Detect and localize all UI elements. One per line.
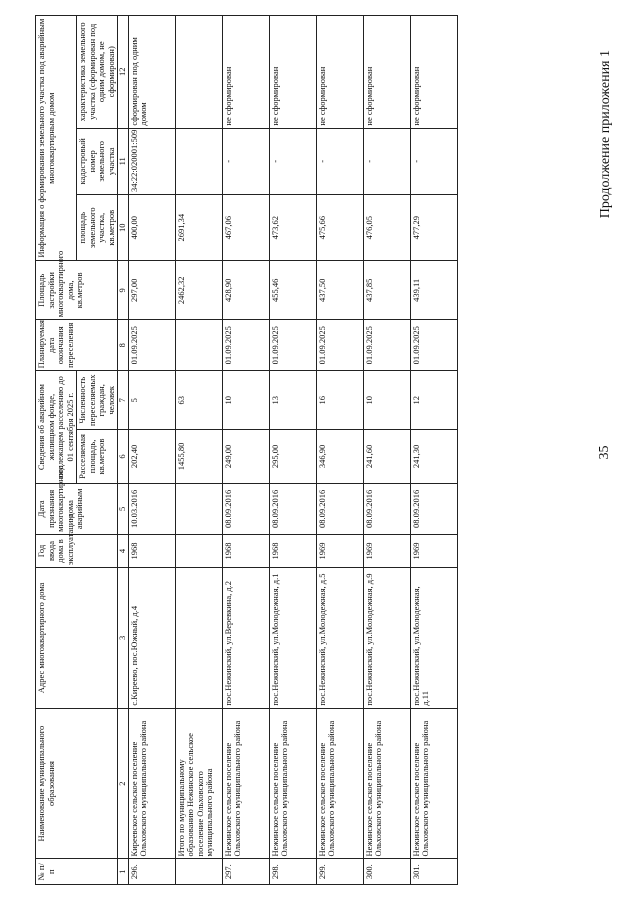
header-cell: Сведения об аварийном жилищном фонде, подлежащем расселению до 01 сентября 2025 г. [36, 371, 77, 483]
header-cell: характеристика земельного участка (сформирован под одним домом, не сформирован) [77, 16, 118, 129]
cell-address: пос.Нежинский, ул.Веревкина, д.2 [222, 568, 269, 709]
header-cell: Наименование муниципального образования [36, 708, 118, 859]
cell-plot-area: 400,00 [128, 195, 175, 261]
table-row [410, 16, 457, 885]
column-number: 11 [118, 128, 129, 194]
cell-plot-area: 477,29 [410, 195, 457, 261]
cell-plot-area: 467,06 [222, 195, 269, 261]
cell-address: пос.Нежинский, ул.Молодежная, д.11 [410, 568, 457, 709]
cell-year [175, 534, 222, 567]
cell-built-area: 455,46 [269, 261, 316, 320]
cell-area: 202,40 [128, 430, 175, 484]
cell-residents: 13 [269, 371, 316, 430]
header-cell: Дата признания многоквартирного дома аварийным [36, 483, 118, 534]
cell-municipality: Нежинское сельское поселение Ольховского муниципального района [363, 708, 410, 859]
cell-year: 1968 [269, 534, 316, 567]
cell-residents: 12 [410, 371, 457, 430]
cell-plot-area: 475,66 [316, 195, 363, 261]
cell-plan-date: 01.09.2025 [222, 320, 269, 371]
table-row [363, 16, 410, 885]
cell-area: 241,60 [363, 430, 410, 484]
cell-cadastral: 34:22:020001:509 [128, 128, 175, 194]
cell-built-area: 437,50 [316, 261, 363, 320]
cell-date: 08.09.2016 [222, 483, 269, 534]
cell-year: 1969 [363, 534, 410, 567]
cell-date [175, 483, 222, 534]
continuation-title: Продолжение приложения 1 [598, 50, 613, 219]
column-number: 8 [118, 320, 129, 371]
cell-residents: 16 [316, 371, 363, 430]
table-row [222, 16, 269, 885]
header-cell: Численность переселяемых граждан, человек [77, 371, 118, 430]
cell-built-area: 2462,32 [175, 261, 222, 320]
table-row [175, 16, 222, 885]
cell-cadastral [175, 128, 222, 194]
header-cell: № п/п [36, 859, 118, 885]
cell-area: 1455,80 [175, 430, 222, 484]
cell-num [175, 859, 222, 885]
cell-num: 296. [128, 859, 175, 885]
cell-plan-date: 01.09.2025 [269, 320, 316, 371]
cell-built-area: 437,85 [363, 261, 410, 320]
cell-date: 08.09.2016 [316, 483, 363, 534]
header-cell: кадастровый номер земельного участка [77, 128, 118, 194]
cell-cadastral: - [316, 128, 363, 194]
header-cell: Площадь застройки многоквартирного дома, кв.метров [36, 261, 118, 320]
header-cell: Год ввода дома в эксплуатацию [36, 534, 118, 567]
cell-municipality: Киреевское сельское поселение Ольховского муниципального района [128, 708, 175, 859]
cell-date: 08.09.2016 [410, 483, 457, 534]
cell-address [175, 568, 222, 709]
cell-residents: 10 [363, 371, 410, 430]
cell-address: пос.Нежинский, ул.Молодежная, д.5 [316, 568, 363, 709]
cell-plan-date: 01.09.2025 [128, 320, 175, 371]
cell-num: 301. [410, 859, 457, 885]
cell-num: 298. [269, 859, 316, 885]
column-number: 2 [118, 708, 129, 859]
column-number: 10 [118, 195, 129, 261]
cell-plan-date: 01.09.2025 [410, 320, 457, 371]
cell-residents: 10 [222, 371, 269, 430]
cell-address: пос.Нежинский, ул.Молодежная, д.9 [363, 568, 410, 709]
cell-municipality: Итого по муниципальному образованию Нежинское сельское поселение Ольховского муниципального района [175, 708, 222, 859]
cell-residents: 5 [128, 371, 175, 430]
cell-num: 299. [316, 859, 363, 885]
cell-cadastral: - [410, 128, 457, 194]
cell-date: 08.09.2016 [363, 483, 410, 534]
cell-cadastral: - [222, 128, 269, 194]
table-row [128, 16, 175, 885]
cell-status: не сформирован [269, 16, 316, 129]
cell-plan-date: 01.09.2025 [316, 320, 363, 371]
table-row [316, 16, 363, 885]
cell-year: 1969 [410, 534, 457, 567]
cell-plot-area: 476,05 [363, 195, 410, 261]
cell-area: 249,00 [222, 430, 269, 484]
cell-plot-area: 473,62 [269, 195, 316, 261]
cell-built-area: 428,90 [222, 261, 269, 320]
header-cell: Информация о формировании земельного участка под аварийным многоквартирным домом [36, 16, 77, 261]
cell-year: 1969 [316, 534, 363, 567]
cell-area: 295,00 [269, 430, 316, 484]
cell-status: не сформирован [410, 16, 457, 129]
table-row [269, 16, 316, 885]
cell-status: не сформирован [316, 16, 363, 129]
housing-table [35, 15, 458, 885]
cell-plot-area: 2691,34 [175, 195, 222, 261]
column-number: 7 [118, 371, 129, 430]
column-number: 12 [118, 16, 129, 129]
header-cell: площадь земельного участка, кв.метров [77, 195, 118, 261]
cell-area: 241,30 [410, 430, 457, 484]
cell-status [175, 16, 222, 129]
cell-municipality: Нежинское сельское поселение Ольховского муниципального района [316, 708, 363, 859]
column-number: 4 [118, 534, 129, 567]
page-number: 35 [597, 445, 612, 460]
cell-plan-date: 01.09.2025 [363, 320, 410, 371]
cell-address: с.Киреево, пос.Южный, д.4 [128, 568, 175, 709]
cell-year: 1968 [128, 534, 175, 567]
cell-cadastral: - [363, 128, 410, 194]
cell-plan-date [175, 320, 222, 371]
cell-date: 10.03.2016 [128, 483, 175, 534]
cell-area: 346,90 [316, 430, 363, 484]
cell-cadastral: - [269, 128, 316, 194]
column-number: 5 [118, 483, 129, 534]
cell-num: 300. [363, 859, 410, 885]
cell-residents: 63 [175, 371, 222, 430]
cell-built-area: 297,00 [128, 261, 175, 320]
cell-municipality: Нежинское сельское поселение Ольховского муниципального района [222, 708, 269, 859]
cell-built-area: 439,11 [410, 261, 457, 320]
cell-year: 1968 [222, 534, 269, 567]
header-cell: Адрес многоквартирного дома [36, 568, 118, 709]
column-number: 6 [118, 430, 129, 484]
cell-status: сформирован под одним домом [128, 16, 175, 129]
cell-num: 297. [222, 859, 269, 885]
cell-municipality: Нежинское сельское поселение Ольховского муниципального района [269, 708, 316, 859]
header-cell: Расселяемая площадь, кв.метров [77, 430, 118, 484]
cell-status: не сформирован [222, 16, 269, 129]
cell-status: не сформирован [363, 16, 410, 129]
column-number: 3 [118, 568, 129, 709]
column-number: 9 [118, 261, 129, 320]
column-number: 1 [118, 859, 129, 885]
cell-address: пос.Нежинский, ул.Молодежная, д.1 [269, 568, 316, 709]
cell-date: 08.09.2016 [269, 483, 316, 534]
header-cell: Планируемая дата окончания переселения [36, 320, 118, 371]
cell-municipality: Нежинское сельское поселение Ольховского муниципального района [410, 708, 457, 859]
